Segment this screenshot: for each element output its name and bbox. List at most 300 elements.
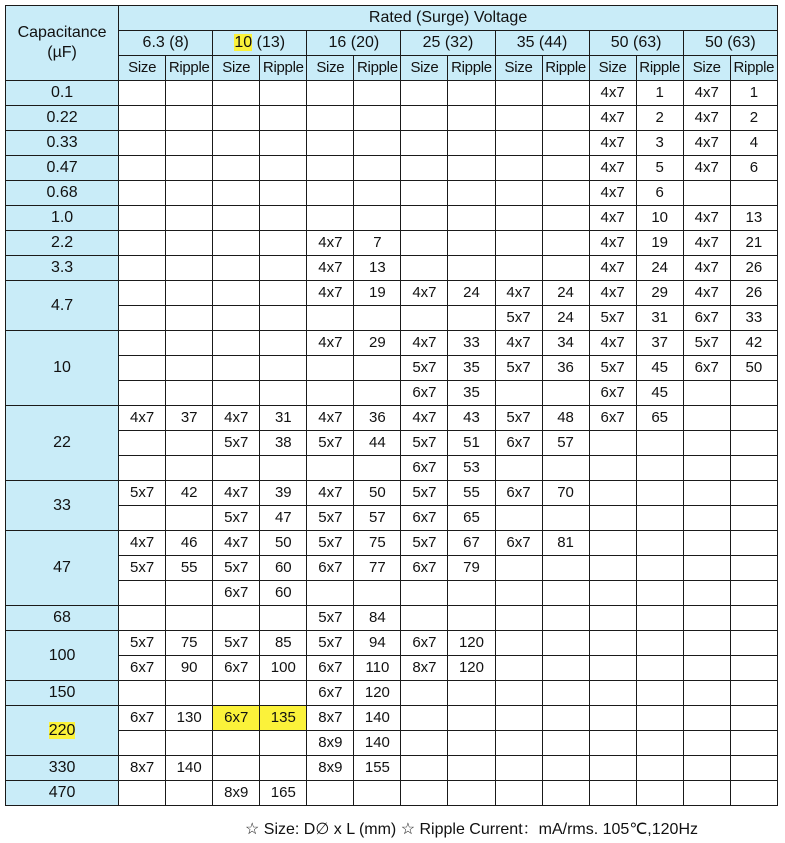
ripple-cell: 26 <box>730 281 777 306</box>
table-row <box>6 331 778 356</box>
ripple-cell <box>448 731 495 756</box>
size-cell: 4x7 <box>307 406 354 431</box>
ripple-cell <box>166 581 213 606</box>
ripple-cell <box>542 706 589 731</box>
ripple-cell <box>636 606 683 631</box>
ripple-cell <box>166 681 213 706</box>
size-cell: 4x7 <box>401 406 448 431</box>
capacitor-table-container <box>5 5 778 806</box>
size-cell: 4x7 <box>589 106 636 131</box>
ripple-cell <box>730 581 777 606</box>
table-header <box>6 6 778 81</box>
ripple-cell: 48 <box>542 406 589 431</box>
capacitance-value: 0.47 <box>6 156 119 181</box>
size-cell: 6x7 <box>683 356 730 381</box>
size-cell <box>401 681 448 706</box>
size-cell <box>683 431 730 456</box>
ripple-cell <box>636 581 683 606</box>
size-cell <box>307 381 354 406</box>
table-row <box>6 731 778 756</box>
size-cell <box>213 181 260 206</box>
size-cell: 8x7 <box>307 706 354 731</box>
size-cell <box>401 131 448 156</box>
table-row <box>6 481 778 506</box>
ripple-cell <box>166 456 213 481</box>
ripple-cell <box>448 181 495 206</box>
size-cell <box>119 106 166 131</box>
ripple-cell: 100 <box>260 656 307 681</box>
size-cell <box>495 456 542 481</box>
table-row <box>6 706 778 731</box>
ripple-cell <box>260 131 307 156</box>
size-cell <box>119 81 166 106</box>
ripple-cell: 120 <box>448 631 495 656</box>
size-cell <box>683 406 730 431</box>
ripple-cell: 31 <box>260 406 307 431</box>
size-cell <box>307 356 354 381</box>
ripple-cell: 24 <box>636 256 683 281</box>
capacitance-value: 100 <box>6 631 119 681</box>
ripple-cell: 39 <box>260 481 307 506</box>
ripple-cell <box>260 206 307 231</box>
size-cell: 5x7 <box>119 481 166 506</box>
size-cell: 6x7 <box>589 406 636 431</box>
size-cell <box>495 131 542 156</box>
size-cell <box>401 156 448 181</box>
size-cell <box>307 131 354 156</box>
size-cell <box>401 256 448 281</box>
ripple-header: Ripple <box>354 56 401 81</box>
size-cell <box>495 206 542 231</box>
size-cell <box>213 381 260 406</box>
ripple-cell <box>542 106 589 131</box>
ripple-cell <box>542 381 589 406</box>
capacitance-value: 33 <box>6 481 119 531</box>
size-cell <box>119 231 166 256</box>
size-cell <box>683 756 730 781</box>
size-cell <box>495 556 542 581</box>
ripple-cell <box>448 756 495 781</box>
voltage-header: 35 (44) <box>495 31 589 56</box>
size-cell: 6x7 <box>495 431 542 456</box>
table-row <box>6 756 778 781</box>
ripple-cell <box>354 156 401 181</box>
ripple-cell: 75 <box>166 631 213 656</box>
footnote: ☆ Size: D∅ x L (mm) ☆ Ripple Current：mA/rms. 105℃,120Hz <box>245 821 698 838</box>
capacitance-value: 2.2 <box>6 231 119 256</box>
ripple-cell <box>354 106 401 131</box>
ripple-header: Ripple <box>636 56 683 81</box>
size-cell <box>213 206 260 231</box>
ripple-cell <box>542 506 589 531</box>
size-cell <box>495 681 542 706</box>
size-cell: 5x7 <box>213 631 260 656</box>
size-cell: 4x7 <box>119 531 166 556</box>
ripple-cell: 130 <box>166 706 213 731</box>
ripple-cell <box>448 606 495 631</box>
size-cell: 5x7 <box>307 606 354 631</box>
ripple-cell: 33 <box>730 306 777 331</box>
size-cell <box>119 606 166 631</box>
size-cell <box>495 256 542 281</box>
ripple-cell <box>542 756 589 781</box>
ripple-cell <box>730 181 777 206</box>
ripple-cell <box>448 706 495 731</box>
size-cell: 5x7 <box>119 631 166 656</box>
size-cell: 4x7 <box>401 331 448 356</box>
table-row <box>6 281 778 306</box>
ripple-cell <box>542 731 589 756</box>
size-cell: 4x7 <box>589 281 636 306</box>
ripple-cell <box>542 656 589 681</box>
size-cell: 5x7 <box>307 431 354 456</box>
size-cell <box>307 106 354 131</box>
size-cell <box>401 231 448 256</box>
size-cell: 4x7 <box>589 206 636 231</box>
size-header: Size <box>589 56 636 81</box>
ripple-cell <box>166 731 213 756</box>
size-cell <box>683 781 730 806</box>
ripple-cell <box>730 381 777 406</box>
size-cell <box>683 506 730 531</box>
ripple-cell <box>448 231 495 256</box>
size-cell: 6x7 <box>119 656 166 681</box>
ripple-cell <box>730 731 777 756</box>
size-cell: 6x7 <box>589 381 636 406</box>
ripple-cell <box>354 181 401 206</box>
size-cell: 5x7 <box>401 481 448 506</box>
table-row <box>6 206 778 231</box>
size-cell <box>401 81 448 106</box>
size-cell <box>683 606 730 631</box>
ripple-cell: 75 <box>354 531 401 556</box>
ripple-cell <box>166 206 213 231</box>
ripple-cell <box>260 606 307 631</box>
ripple-cell <box>260 681 307 706</box>
capacitance-value: 47 <box>6 531 119 606</box>
ripple-cell: 140 <box>354 731 401 756</box>
table-row <box>6 381 778 406</box>
ripple-cell <box>542 231 589 256</box>
capacitance-value: 0.1 <box>6 81 119 106</box>
size-cell: 5x7 <box>213 506 260 531</box>
ripple-cell <box>636 731 683 756</box>
size-cell <box>213 256 260 281</box>
ripple-cell: 65 <box>636 406 683 431</box>
size-cell <box>495 231 542 256</box>
ripple-cell <box>730 706 777 731</box>
size-cell <box>213 306 260 331</box>
size-cell <box>401 106 448 131</box>
capacitance-value: 150 <box>6 681 119 706</box>
ripple-cell <box>260 81 307 106</box>
size-cell: 6x7 <box>213 656 260 681</box>
ripple-cell <box>448 781 495 806</box>
size-cell <box>401 781 448 806</box>
ripple-cell <box>542 156 589 181</box>
capacitance-value: 1.0 <box>6 206 119 231</box>
size-cell <box>213 681 260 706</box>
ripple-cell <box>354 306 401 331</box>
ripple-cell: 13 <box>730 206 777 231</box>
ripple-cell <box>636 756 683 781</box>
size-cell: 4x7 <box>683 231 730 256</box>
size-cell <box>683 481 730 506</box>
size-cell: 5x7 <box>683 331 730 356</box>
capacitance-value: 68 <box>6 606 119 631</box>
size-cell <box>119 306 166 331</box>
capacitance-value: 0.22 <box>6 106 119 131</box>
voltage-header: 10 (13) <box>213 31 307 56</box>
table-row <box>6 106 778 131</box>
ripple-cell <box>354 381 401 406</box>
size-cell <box>495 381 542 406</box>
size-cell <box>589 531 636 556</box>
ripple-cell <box>166 131 213 156</box>
size-cell <box>213 731 260 756</box>
size-cell: 4x7 <box>401 281 448 306</box>
capacitance-highlight: 220 <box>48 721 76 739</box>
size-cell <box>307 181 354 206</box>
size-cell <box>119 331 166 356</box>
ripple-cell: 55 <box>166 556 213 581</box>
ripple-cell: 42 <box>166 481 213 506</box>
size-cell <box>119 156 166 181</box>
ripple-cell: 36 <box>542 356 589 381</box>
table-row <box>6 631 778 656</box>
capacitance-value: 0.68 <box>6 181 119 206</box>
size-cell: 4x7 <box>495 281 542 306</box>
ripple-cell <box>542 681 589 706</box>
size-cell: 5x7 <box>401 531 448 556</box>
capacitance-value: 3.3 <box>6 256 119 281</box>
size-cell <box>401 581 448 606</box>
size-cell <box>119 381 166 406</box>
size-cell: 8x9 <box>213 781 260 806</box>
capacitance-label: Capacitance <box>17 24 107 41</box>
size-cell <box>119 581 166 606</box>
ripple-cell: 50 <box>730 356 777 381</box>
ripple-cell <box>354 456 401 481</box>
size-cell <box>589 731 636 756</box>
size-cell <box>495 156 542 181</box>
size-cell: 4x7 <box>683 156 730 181</box>
size-cell <box>307 581 354 606</box>
ripple-cell: 77 <box>354 556 401 581</box>
ripple-cell <box>636 481 683 506</box>
size-cell <box>307 306 354 331</box>
voltage-header: 16 (20) <box>307 31 401 56</box>
ripple-cell <box>260 756 307 781</box>
size-cell: 4x7 <box>589 256 636 281</box>
ripple-cell: 5 <box>636 156 683 181</box>
size-cell: 4x7 <box>589 231 636 256</box>
size-cell <box>495 581 542 606</box>
ripple-cell <box>166 181 213 206</box>
table-row <box>6 531 778 556</box>
ripple-cell <box>730 656 777 681</box>
ripple-cell <box>260 356 307 381</box>
ripple-cell <box>260 331 307 356</box>
size-cell <box>589 556 636 581</box>
ripple-cell: 29 <box>354 331 401 356</box>
ripple-cell <box>730 481 777 506</box>
table-row <box>6 306 778 331</box>
ripple-cell <box>542 206 589 231</box>
ripple-cell <box>166 506 213 531</box>
ripple-cell: 81 <box>542 531 589 556</box>
size-cell: 4x7 <box>589 156 636 181</box>
table-row <box>6 681 778 706</box>
size-cell <box>119 181 166 206</box>
ripple-cell: 47 <box>260 506 307 531</box>
size-cell: 5x7 <box>495 306 542 331</box>
ripple-cell: 50 <box>260 531 307 556</box>
ripple-cell <box>260 381 307 406</box>
ripple-cell: 7 <box>354 231 401 256</box>
ripple-cell: 53 <box>448 456 495 481</box>
size-cell: 4x7 <box>589 181 636 206</box>
ripple-cell <box>542 631 589 656</box>
size-cell <box>213 606 260 631</box>
voltage-header: 50 (63) <box>589 31 683 56</box>
size-cell: 4x7 <box>589 331 636 356</box>
size-cell <box>213 231 260 256</box>
table-row <box>6 656 778 681</box>
ripple-cell <box>730 781 777 806</box>
size-cell: 4x7 <box>683 81 730 106</box>
ripple-cell: 2 <box>636 106 683 131</box>
size-cell <box>683 181 730 206</box>
ripple-cell: 4 <box>730 131 777 156</box>
size-cell <box>683 581 730 606</box>
ripple-cell: 31 <box>636 306 683 331</box>
size-cell <box>401 606 448 631</box>
ripple-cell <box>730 456 777 481</box>
ripple-cell <box>542 456 589 481</box>
table-row <box>6 606 778 631</box>
size-cell <box>213 156 260 181</box>
size-cell <box>119 281 166 306</box>
size-cell: 5x7 <box>401 431 448 456</box>
ripple-cell <box>636 556 683 581</box>
ripple-cell <box>448 131 495 156</box>
ripple-cell <box>260 156 307 181</box>
ripple-cell: 51 <box>448 431 495 456</box>
size-cell: 5x7 <box>495 356 542 381</box>
ripple-cell <box>542 81 589 106</box>
table-body <box>6 81 778 806</box>
size-cell <box>307 156 354 181</box>
ripple-cell: 67 <box>448 531 495 556</box>
ripple-cell <box>260 231 307 256</box>
ripple-cell: 79 <box>448 556 495 581</box>
table-row <box>6 556 778 581</box>
ripple-header: Ripple <box>448 56 495 81</box>
ripple-cell <box>448 106 495 131</box>
size-cell <box>401 206 448 231</box>
size-cell <box>589 481 636 506</box>
ripple-cell: 85 <box>260 631 307 656</box>
ripple-cell: 140 <box>354 706 401 731</box>
ripple-cell: 29 <box>636 281 683 306</box>
ripple-cell <box>636 681 683 706</box>
ripple-cell: 165 <box>260 781 307 806</box>
ripple-cell: 50 <box>354 481 401 506</box>
ripple-cell <box>354 81 401 106</box>
size-cell: 6x7 <box>213 581 260 606</box>
ripple-cell <box>730 406 777 431</box>
ripple-cell: 24 <box>542 281 589 306</box>
ripple-cell <box>166 106 213 131</box>
ripple-cell <box>448 256 495 281</box>
ripple-cell: 24 <box>542 306 589 331</box>
ripple-cell <box>260 106 307 131</box>
ripple-cell: 1 <box>636 81 683 106</box>
size-cell <box>119 781 166 806</box>
size-cell <box>683 731 730 756</box>
ripple-cell: 34 <box>542 331 589 356</box>
size-cell <box>589 681 636 706</box>
ripple-cell: 13 <box>354 256 401 281</box>
size-cell: 4x7 <box>119 406 166 431</box>
subheader-row <box>6 56 778 81</box>
table-row <box>6 781 778 806</box>
ripple-cell <box>166 306 213 331</box>
size-cell: 4x7 <box>495 331 542 356</box>
rated-voltage-header: Rated (Surge) Voltage <box>119 6 778 31</box>
size-cell <box>495 731 542 756</box>
voltage-header: 25 (32) <box>401 31 495 56</box>
ripple-cell: 60 <box>260 581 307 606</box>
size-cell <box>213 131 260 156</box>
size-cell: 4x7 <box>589 81 636 106</box>
ripple-cell <box>542 131 589 156</box>
ripple-cell <box>260 456 307 481</box>
ripple-cell <box>636 506 683 531</box>
size-cell: 6x7 <box>401 381 448 406</box>
size-cell <box>213 281 260 306</box>
ripple-cell: 94 <box>354 631 401 656</box>
ripple-cell <box>636 456 683 481</box>
ripple-cell <box>448 581 495 606</box>
table-row <box>6 256 778 281</box>
size-cell <box>119 506 166 531</box>
size-cell: 4x7 <box>683 281 730 306</box>
size-cell <box>119 731 166 756</box>
ripple-cell <box>542 606 589 631</box>
size-cell <box>495 81 542 106</box>
ripple-cell: 45 <box>636 381 683 406</box>
size-cell <box>589 456 636 481</box>
size-header: Size <box>307 56 354 81</box>
size-cell: 8x7 <box>401 656 448 681</box>
size-cell: 6x7 <box>401 456 448 481</box>
ripple-cell: 55 <box>448 481 495 506</box>
size-cell: 6x7 <box>401 556 448 581</box>
size-cell: 6x7 <box>401 506 448 531</box>
size-cell: 5x7 <box>307 631 354 656</box>
ripple-cell: 38 <box>260 431 307 456</box>
ripple-cell <box>448 681 495 706</box>
size-cell <box>589 656 636 681</box>
size-cell <box>495 506 542 531</box>
size-cell <box>401 756 448 781</box>
size-cell <box>307 206 354 231</box>
ripple-cell <box>354 131 401 156</box>
size-cell <box>119 356 166 381</box>
capacitance-value: 10 <box>6 331 119 406</box>
